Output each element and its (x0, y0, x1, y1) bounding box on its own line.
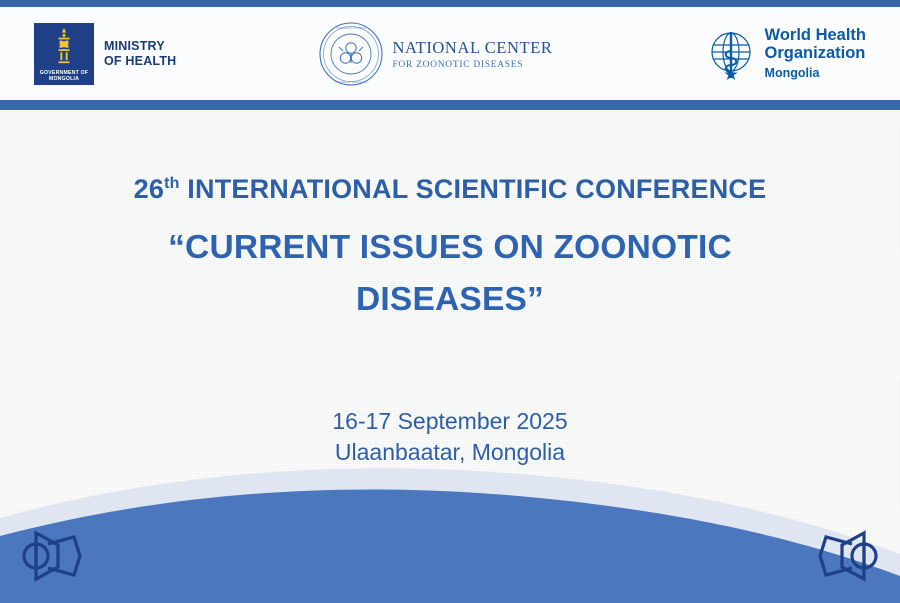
soyombo-symbol-icon (53, 27, 75, 65)
conference-title (0, 222, 900, 326)
edition-number: 26 (133, 174, 165, 204)
national-center-name-line2: FOR ZOONOTIC DISEASES (392, 59, 524, 70)
edition-suffix: th (164, 175, 180, 192)
mongolian-ulzii-knot-icon (14, 525, 90, 587)
government-caption: GOVERNMENT OF MONGOLIA (39, 69, 89, 82)
mongolian-ulzii-knot-icon (810, 525, 886, 587)
conference-edition-line (0, 172, 900, 206)
conference-title-line1: “CURRENT ISSUES ON ZOONOTIC (168, 229, 732, 266)
header-logo-band (0, 7, 900, 100)
who-logo (705, 26, 866, 82)
event-dates: 16-17 September 2025 (332, 408, 568, 434)
ministry-name (104, 39, 176, 69)
event-location: Ulaanbaatar, Mongolia (334, 439, 566, 465)
who-country-label: Mongolia (764, 65, 820, 80)
svg-text:ZOONOTIC DISEASES: ZOONOTIC DISEASES (335, 79, 368, 84)
title-block (0, 172, 900, 326)
national-center-seal-icon (318, 21, 384, 87)
footer-wave-decoration (0, 458, 900, 603)
ministry-name-line2: OF HEALTH (104, 53, 177, 68)
edition-rest: INTERNATIONAL SCIENTIFIC CONFERENCE (179, 174, 767, 204)
who-rod-of-asclepius-globe-icon (705, 28, 757, 82)
top-accent-rule (0, 0, 900, 7)
ministry-name-line1: MINISTRY (104, 38, 165, 53)
svg-text:NATIONAL CENTER: NATIONAL CENTER (336, 25, 367, 30)
national-center-name-line1: NATIONAL CENTER (392, 37, 553, 57)
mongolia-soyombo-emblem-icon (34, 23, 94, 85)
ministry-of-health-logo (34, 23, 176, 85)
header-bottom-rule (0, 100, 900, 110)
who-name-line2: Organization (764, 43, 866, 62)
national-center-logo (318, 21, 552, 87)
conference-title-line2: DISEASES” (356, 281, 544, 318)
national-center-name (392, 38, 552, 70)
who-name-line1: World Health (764, 25, 866, 44)
who-name (765, 26, 866, 80)
